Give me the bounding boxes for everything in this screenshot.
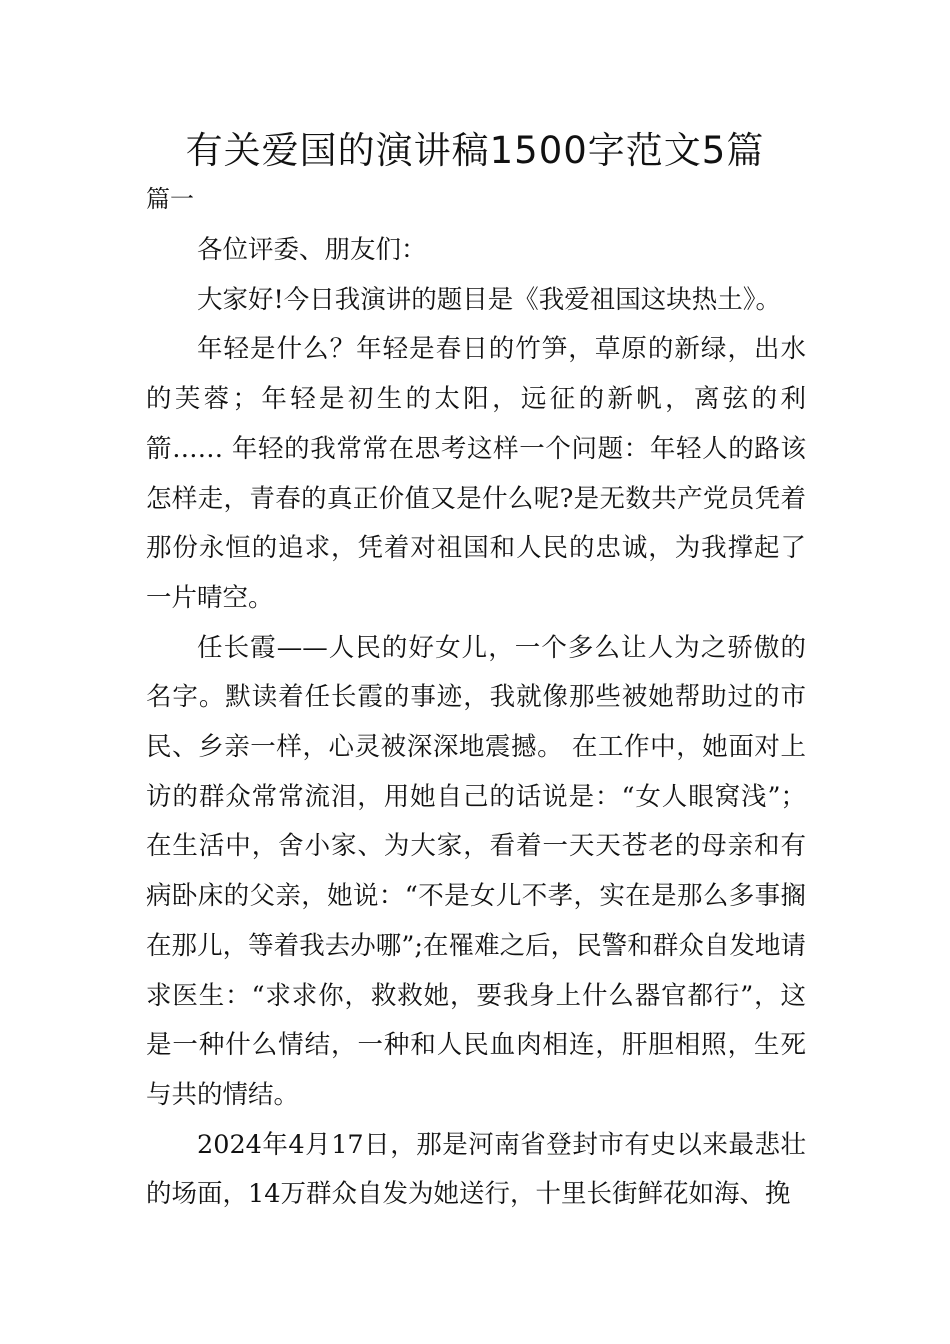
paragraph-funeral: 2024年4月17日，那是河南省登封市有史以来最悲壮的场面，14万群众自发为她送行，十里长街鲜花如海、挽 [146, 1129, 806, 1210]
paragraph-greeting: 各位评委、朋友们： [197, 235, 427, 265]
document-body [146, 226, 806, 1220]
document-title: 有关爱国的演讲稿1500字范文5篇 [185, 129, 765, 172]
paragraph-youth: 年轻是什么？年轻是春日的竹笋，草原的新绿，出水的芙蓉；年轻是初生的太阳，远征的新帆，离弦的利箭…… 年轻的我常常在思考这样一个问题：年轻人的路该怎样走，青春的真正价值又是什么呢?是无数共产党员凭着那份永恒的追求，凭着对祖国和人民的忠诚，为我撑起了一片晴空。 [146, 334, 806, 613]
section-label: 篇一 [146, 185, 194, 213]
paragraph-intro: 大家好!今日我演讲的题目是《我爱祖国这块热土》。 [197, 284, 781, 315]
paragraph-ren-changxia: 任长霞——人民的好女儿，一个多么让人为之骄傲的名字。默读着任长霞的事迹，我就像那些被她帮助过的市民、乡亲一样，心灵被深深地震撼。 在工作中，她面对上访的群众常常流泪，用她自己的话说是：“女人眼窝浅”；在生活中，舍小家、为大家，看着一天天苍老的母亲和有病卧床的父亲，她说：“不是女儿不孝，实在是那么多事搁在那儿，等着我去办哪”;在罹难之后，民警和群众自发地请求医生：“求求你，救救她，要我身上什么器官都行”，这是一种什么情结，一种和人民血肉相连，肝胆相照，生死与共的情结。 [146, 632, 806, 1110]
